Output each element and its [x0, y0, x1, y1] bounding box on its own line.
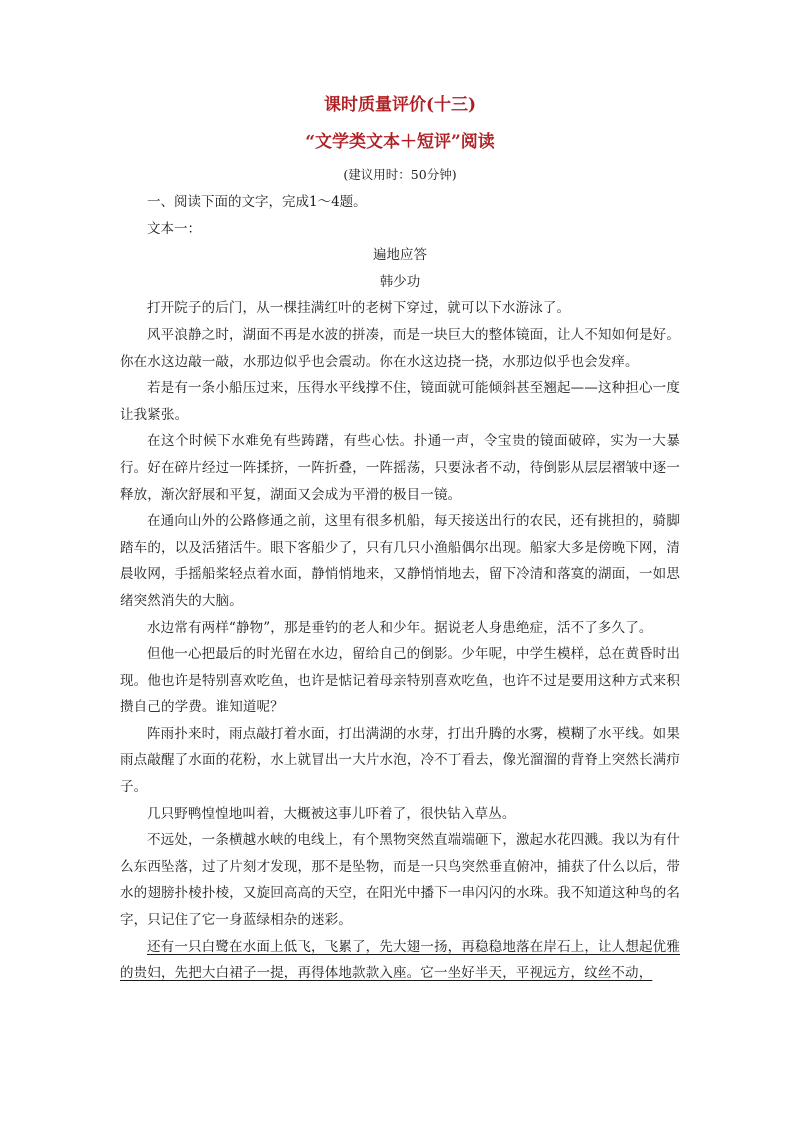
article-paragraph: 阵雨扑来时，雨点敲打着水面，打出满湖的水芽，打出升腾的水雾，模糊了水平线。如果雨点敲醒了水面的花粉，水上就冒出一大片水泡，冷不丁看去，像光溜溜的背脊上突然长满疖子。	[120, 725, 680, 796]
text-label: 文本一：	[147, 220, 201, 237]
question-instruction: 一、阅读下面的文字，完成1～4题。	[147, 194, 367, 210]
page-subtitle: “文学类文本＋短评”阅读	[305, 132, 495, 152]
article-paragraph: 水边常有两样“静物”，那是垂钓的老人和少年。据说老人身患绝症，活不了多久了。	[147, 619, 653, 636]
article-paragraph: 不远处，一条横越水峡的电线上，有个黑物突然直端端砸下，激起水花四溅。我以为有什么东西坠落，过了片刻才发现，那不是坠物，而是一只鸟突然垂直俯冲，捕获了什么以后，带水的翅膀扑棱扑棱，又旋回高高的天空，在阳光中播下一串闪闪的水珠。我不知道这种鸟的名字，只记住了它一身蓝绿相杂的迷彩。	[120, 832, 680, 929]
article-paragraph: 风平浪静之时，湖面不再是水波的拼凑，而是一块巨大的整体镜面，让人不知如何是好。你在水这边敲一敲，水那边似乎也会震动。你在水这边挠一挠，水那边似乎也会发痒。	[120, 326, 680, 370]
article-author: 韩少功	[379, 273, 421, 290]
underlined-paragraph: 还有一只白鹭在水面上低飞，飞累了，先大翅一扬，再稳稳地落在岸石上，让人想起优雅的贵妇，先把大白裙子一提，再得体地款款入座。它一坐好半天，平视远方，纹丝不动，	[120, 938, 680, 982]
page-title: 课时质量评价(十三)	[323, 95, 477, 115]
article-paragraph: 几只野鸭惶惶地叫着，大概被这事儿吓着了，很快钻入草丛。	[147, 805, 516, 822]
article-paragraph: 若是有一条小船压过来，压得水平线撑不住，镜面就可能倾斜甚至翘起——这种担心一度让我紧张。	[120, 380, 680, 423]
article-paragraph: 在通向山外的公路修通之前，这里有很多机船，每天接送出行的农民，还有挑担的，骑脚踏车的，以及活猪活牛。眼下客船少了，只有几只小渔船偶尔出现。船家大多是傍晚下网，清晨收网，手摇船桨轻点着水面，静悄悄地来，又静悄悄地去，留下冷清和落寞的湖面，一如思绪突然消失的大脑。	[120, 513, 680, 609]
article-paragraph: 在这个时候下水难免有些踌躇，有些心怯。扑通一声，令宝贵的镜面破碎，实为一大暴行。好在碎片经过一阵揉挤，一阵折叠，一阵摇荡，只要泳者不动，待倒影从层层褶皱中逐一释放，渐次舒展和平复，湖面又会成为平滑的极目一镜。	[120, 433, 680, 503]
article-title: 遍地应答	[373, 247, 427, 264]
article-paragraph: 但他一心把最后的时光留在水边，留给自己的倒影。少年呢，中学生模样，总在黄昏时出现。他也许是特别喜欢吃鱼，也许是惦记着母亲特别喜欢吃鱼，也许不过是要用这种方式来积攒自己的学费。谁知道呢？	[120, 646, 680, 716]
article-paragraph: 打开院子的后门，从一棵挂满红叶的老树下穿过，就可以下水游泳了。	[147, 300, 571, 317]
suggested-time: (建议用时：50分钟)	[343, 167, 457, 182]
document-content	[120, 94, 680, 987]
